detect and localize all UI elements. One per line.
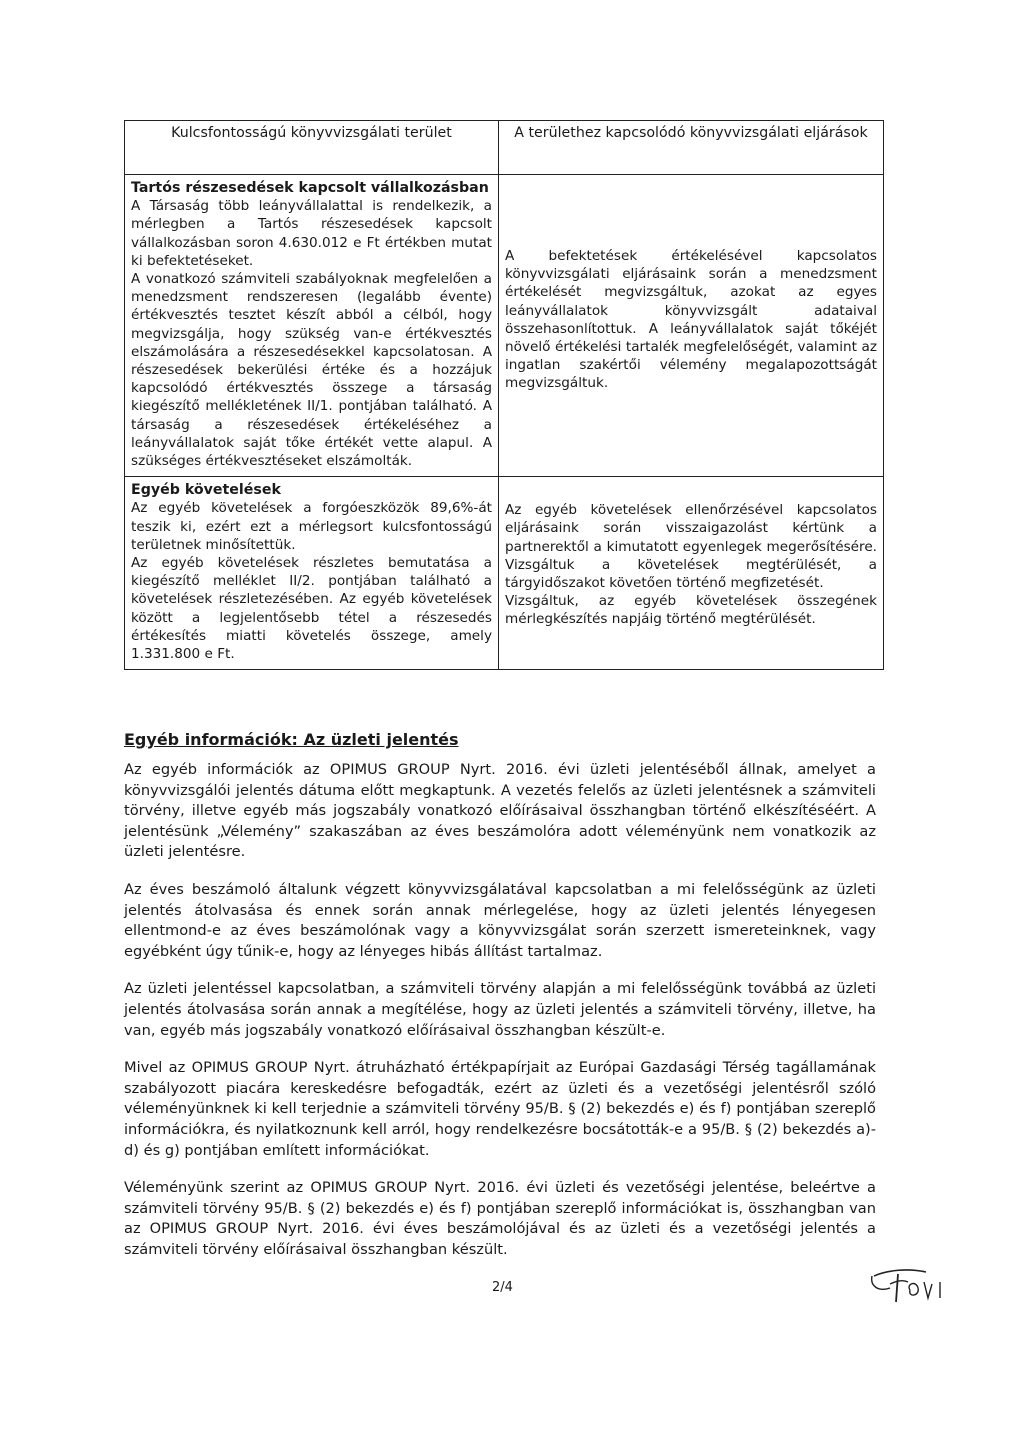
- row2-left-para-2: Az egyéb követelések részletes bemutatása a kiegészítő melléklet II/2. pontjában található a követelések részletezésében. Az egyéb követelések között a legjelentősebb tétel a részesedés értékesítés miatti követelés összege, amely 1.331.800 e Ft.: [131, 555, 492, 663]
- header-right: A területhez kapcsolódó könyvvizsgálati eljárások: [499, 121, 884, 175]
- section-paragraph-5: Véleményünk szerint az OPIMUS GROUP Nyrt. 2016. évi üzleti és vezetőségi jelentése, beleértve a számviteli törvény 95/B. § (2) bekezdés e) és f) pontjában szereplő információkat is, összhangban van az OPIMUS GROUP Nyrt. 2016. évi éves beszámolójával és az üzleti és a vezetőségi jelentés a számviteli törvény előírásaival összhangban készült.: [124, 1179, 876, 1258]
- table-row: [125, 175, 884, 477]
- row2-left-para-1: Az egyéb követelések a forgóeszközök 89,6%-át teszik ki, ezért ezt a mérlegsort kulcsfontosságú területnek minősítettük.: [131, 500, 492, 553]
- row2-left-cell: [125, 477, 499, 670]
- section-paragraph-4: Mivel az OPIMUS GROUP Nyrt. átruházható értékpapírjait az Európai Gazdasági Térség tagállamának szabályozott piacára kereskedésre befogadták, ezért az üzleti és a vezetőségi jelentésről szóló véleményünknek ki kell terjednie a számviteli törvény 95/B. § (2) bekezdés e) és f) pontjában szereplő információkra, és nyilatkoznunk kell arról, hogy rendelkezésre bocsátották-e a 95/B. § (2) bekezdés a)-d) és g) pontjában említett információkat.: [124, 1059, 876, 1159]
- row2-right-spacer: [505, 483, 877, 501]
- handwritten-initials-icon: [868, 1262, 958, 1308]
- row2-title: Egyéb követelések: [131, 482, 281, 499]
- section-paragraph-2: Az éves beszámoló általunk végzett könyvvizsgálatával kapcsolatban a mi felelősségünk az üzleti jelentés átolvasása és ennek során annak mérlegelése, hogy az üzleti jelentés lényegesen ellentmond-e az éves beszámolónak vagy a könyvvizsgálat során szerzett ismereteinknek, vagy egyébként úgy tűnik-e, hogy az lényeges hibás állítást tartalmaz.: [124, 880, 876, 960]
- row2-right-para-2: Vizsgáltuk, az egyéb követelések összegének mérlegkészítés napjáig történő megtérülését.: [505, 593, 877, 628]
- row1-title: Tartós részesedések kapcsolt vállalkozásban: [131, 180, 489, 196]
- header-left: Kulcsfontosságú könyvvizsgálati terület: [125, 121, 499, 175]
- row1-right-para-1: A befektetések értékelésével kapcsolatos könyvvizsgálati eljárásaink során a menedzsment értékelését megvizsgáltuk, azokat az egyes leányvállalatok könyvvizsgált adataival összehasonlítottuk. A leányvállalatok saját tőkéjét növelő értékelési tartalék megfelelőségét, valamint az ingatlan szakértői vélemény megalapozottságát megvizsgáltuk.: [505, 248, 877, 392]
- row1-left-cell: [125, 175, 499, 477]
- row1-left-para-1: A Társaság több leányvállalattal is rendelkezik, a mérlegben a Tartós részesedések kapcsolt vállalkozásban soron 4.630.012 e Ft értékben mutat ki befektetéseket.: [131, 198, 492, 269]
- row1-left-para-2: A vonatkozó számviteli szabályoknak megfelelően a menedzsment rendszeresen (legalább évente) értékvesztés tesztet készít abból a célból, hogy megvizsgálja, hogy szükség van-e értékvesztés elszámolására a részesedésekkel kapcsolatosan. A részesedések bekerülési értéke és a hozzájuk kapcsolódó értékvesztés összege a társaság kiegészítő mellékletének II/1. pontjában található. A társaság a részesedések értékeléséhez a leányvállalatok saját tőke értékét vette alapul. A szükséges értékvesztéseket elszámolták.: [131, 271, 492, 470]
- section-heading: Egyéb információk: Az üzleti jelentés: [124, 730, 459, 749]
- row1-right-cell: [499, 175, 884, 477]
- section-body: [124, 760, 876, 1277]
- section-paragraph-3: Az üzleti jelentéssel kapcsolatban, a számviteli törvény alapján a mi felelősségünk továbbá az üzleti jelentés átolvasása során annak a megítélése, hogy az üzleti jelentés a számviteli törvény, illetve, ha van, egyéb más jogszabály vonatkozó előírásaival összhangban készült-e.: [124, 980, 876, 1039]
- page-number: 2/4: [492, 1280, 513, 1295]
- row2-right-cell: [499, 477, 884, 670]
- section-paragraph-1: Az egyéb információk az OPIMUS GROUP Nyrt. 2016. évi üzleti jelentéséből állnak, amelyet a könyvvizsgálói jelentés dátuma előtt megkaptunk. A vezetés felelős az üzleti jelentésnek a számviteli törvény, illetve egyéb más jogszabály vonatkozó előírásaival összhangban történő elkészítéséért. A jelentésünk „Vélemény” szakaszában az éves beszámolóra adott véleményünk nem vonatkozik az üzleti jelentésre.: [124, 761, 876, 861]
- table-header-row: [125, 121, 884, 175]
- table-row: [125, 477, 884, 670]
- key-audit-matters-table: [124, 120, 884, 670]
- row2-right-para-1: Az egyéb követelések ellenőrzésével kapcsolatos eljárásaink során visszaigazolást kértünk a partnerektől a kimutatott egyenlegek megerősítésére. Vizsgáltuk a követelések megtérülését, a tárgyidőszakot követően történő megfizetését.: [505, 502, 877, 592]
